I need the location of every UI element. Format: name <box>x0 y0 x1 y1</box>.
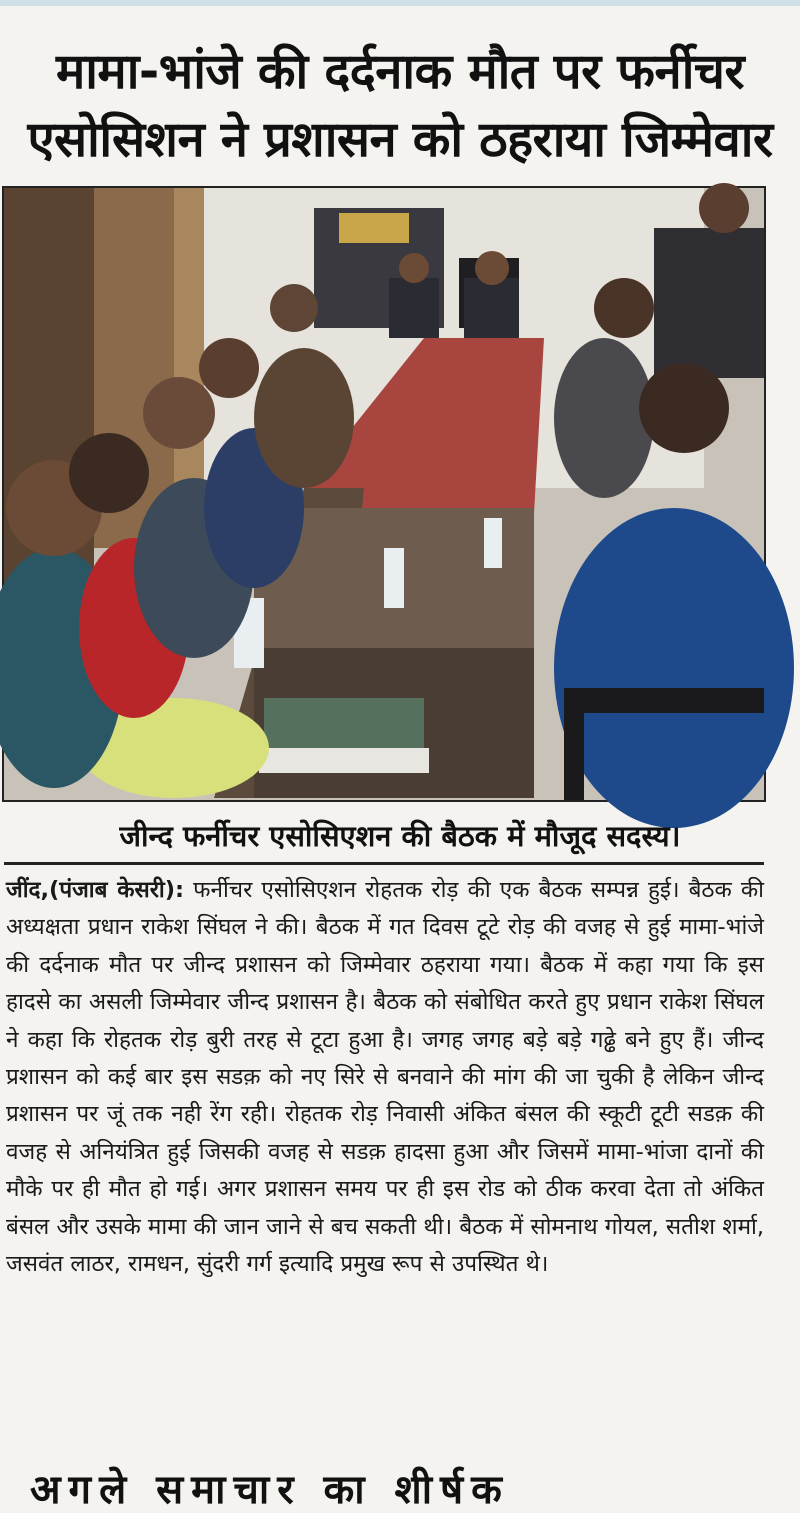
meeting-photo-illustration <box>4 188 764 800</box>
next-article-headline-fragment: अगले समाचार का शीर्षक <box>30 1467 510 1513</box>
top-border-strip <box>0 0 800 6</box>
headline-line-2: एसोसिशन ने प्रशासन को ठहराया जिम्मेवार <box>27 111 773 168</box>
headline <box>0 38 800 174</box>
meeting-photo <box>2 186 766 802</box>
headline-line-1: मामा-भांजे की दर्दनाक मौत पर फर्नीचर <box>55 43 745 100</box>
next-article-headline-cut <box>0 1467 800 1513</box>
article-text: फर्नीचर एसोसिएशन रोहतक रोड़ की एक बैठक सम्पन्न हुई। बैठक की अध्यक्षता प्रधान राकेश सिंघल ने की। बैठक में गत दिवस टूटे रोड़ की वजह से हुई मामा-भांजे की दर्दनाक मौत पर जीन्द प्रशासन को जिम्मेवार ठहराया गया। बैठक में कहा गया कि इस हादसे का असली जिम्मेवार जीन्द प्रशासन है। बैठक को संबोधित करते हुए प्रधान राकेश सिंघल ने कहा कि रोहतक रोड़ बुरी तरह से टूटा हुआ है। जगह जगह बड़े बड़े गढ्ढे बने हुए हैं। जीन्द प्रशासन को कई बार इस सडक़ को नए सिरे से बनवाने की मांग की जा चुकी है लेकिन जीन्द प्रशासन पर जूं तक नही रेंग रही। रोहतक रोड़ निवासी अंकित बंसल की स्कूटी टूटी सडक़ की वजह से अनियंत्रित हुई जिसकी वजह से सडक़ हादसा हुआ और जिसमें मामा-भांजा दानों की मौके पर ही मौत हो गई। अगर प्रशासन समय पर ही इस रोड को ठीक करवा देता तो अंकित बंसल और उसके मामा की जान जाने से बच सकती थी। बैठक में सोमनाथ गोयल, सतीश शर्मा, जसवंत लाठर, रामधन, सुंदरी गर्ग इत्यादि प्रमुख रूप से उपस्थित थे। <box>6 877 764 1278</box>
photo-caption: जीन्द फर्नीचर एसोसिएशन की बैठक में मौजूद सदस्य। <box>119 819 681 853</box>
caption-divider <box>4 862 764 865</box>
article-body <box>6 872 764 1283</box>
article-dateline: जींद, <box>6 877 50 903</box>
article-source: (पंजाब केसरी): <box>49 877 185 903</box>
